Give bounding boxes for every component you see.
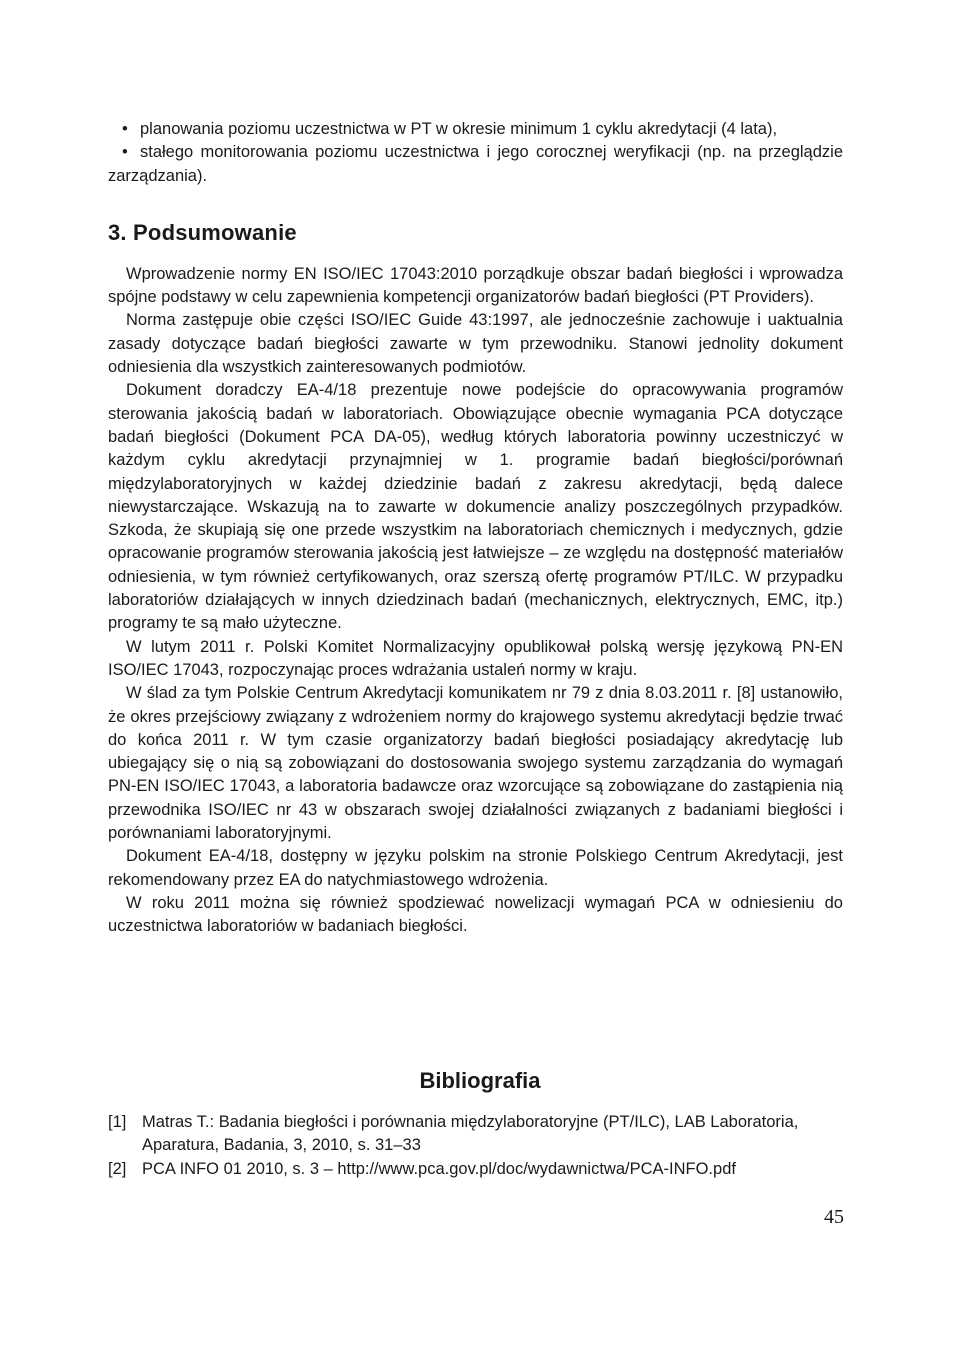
bibliography-item [108,1158,848,1181]
bibliography-title: Bibliografia [419,1068,541,1093]
bullet-icon: • [122,120,128,138]
page-body [108,118,843,939]
paragraph: Dokument EA-4/18, dostępny w języku polskim na stronie Polskiego Centrum Akredytacji, jest rekomendowany przez EA do natychmiastowego wdrożenia. [108,847,843,889]
section-heading: 3. Podsumowanie [108,219,297,245]
bullet-item [108,141,843,188]
bibliography-text: PCA INFO 01 2010, s. 3 – http://www.pca.gov.pl/doc/wydawnictwa/PCA-INFO.pdf [142,1159,736,1178]
paragraph: Dokument doradczy EA-4/18 prezentuje nowe podejście do opracowywania programów sterowania jakością badań w laboratoriach. Obowiązujące obecnie wymagania PCA dotyczące badań biegłości (Dokument PCA DA-05), według których laboratoria powinny uczestniczyć w każdym cyklu akredytacji przynajmniej w 1. programie badań biegłości/porównań międzylaboratoryjnych w każdej dziedzinie badań z zakresu akredytacji, będą dalece niewystarczające. Wskazują na to zawarte w dokumencie analizy poszczególnych przypadków. Szkoda, że skupiają się one przede wszystkim na laboratoriach chemicznych i medycznych, gdzie opracowanie programów sterowania jakością jest łatwiejsze – ze względu na dostępność materiałów odniesienia, w tym również certyfikowanych, oraz szerszą ofertę programów PT/ILC. W przypadku laboratoriów działających w innych dziedzinach badań (mechanicznych, elektrycznych, EMC, itp.) programy te są mało użyteczne. [108,381,843,633]
paragraph: Norma zastępuje obie części ISO/IEC Guide 43:1997, ale jednocześnie zachowuje i uaktualnia zasady dotyczące badań biegłości zawarte w tym przewodniku. Stanowi jednolity dokument odniesienia dla wszystkich zainteresowanych podmiotów. [108,311,843,377]
bibliography-number: [1] [108,1113,127,1131]
bullet-text: planowania poziomu uczestnictwa w PT w okresie minimum 1 cyklu akredytacji (4 lata), [140,120,778,138]
bibliography-number: [2] [108,1159,127,1178]
bullet-item [108,118,843,141]
paragraph: Wprowadzenie normy EN ISO/IEC 17043:2010 porządkuje obszar badań biegłości i wprowadza spójne podstawy w celu zapewnienia kompetencji organizatorów badań biegłości (PT Providers). [108,264,843,307]
paragraph: W lutym 2011 r. Polski Komitet Normalizacyjny opublikował polską wersję językową PN-EN ISO/IEC 17043, rozpoczynając proces wdrażania ustaleń normy w kraju. [108,637,843,679]
paragraph: W ślad za tym Polskie Centrum Akredytacji komunikatem nr 79 z dnia 8.03.2011 r. [8] ustanowiło, że okres przejściowy związany z wdrożeniem normy do krajowego systemu akredytacji będzie trwać do końca 2011 r. W tym czasie organizatorzy badań biegłości posiadający akredytację lub ubiegający się o nią są zobowiązani do dostosowania swojego systemu zarządzania do wymagań PN-EN ISO/IEC 17043, a laboratoria badawcze oraz wzorcujące są zobowiązane do zastąpienia nią przewodnika ISO/IEC nr 43 w obszarach swojej działalności związanych z badaniami biegłości i porównaniami laboratoryjnymi. [108,684,843,843]
bullet-icon: • [122,143,128,162]
bibliography-text: Matras T.: Badania biegłości i porównania międzylaboratoryjne (PT/ILC), LAB Laboratoria, Aparatura, Badania, 3, 2010, s. 31–33 [142,1113,799,1155]
page-number: 45 [824,1206,844,1228]
bibliography-list [108,1111,848,1181]
paragraph: W roku 2011 można się również spodziewać nowelizacji wymagań PCA w odniesieniu do uczestnictwa laboratoriów w badaniach biegłości. [108,893,843,936]
bullet-text: stałego monitorowania poziomu uczestnictwa i jego corocznej weryfikacji (np. na przeglądzie zarządzania). [108,143,843,185]
bibliography-item [108,1111,848,1158]
